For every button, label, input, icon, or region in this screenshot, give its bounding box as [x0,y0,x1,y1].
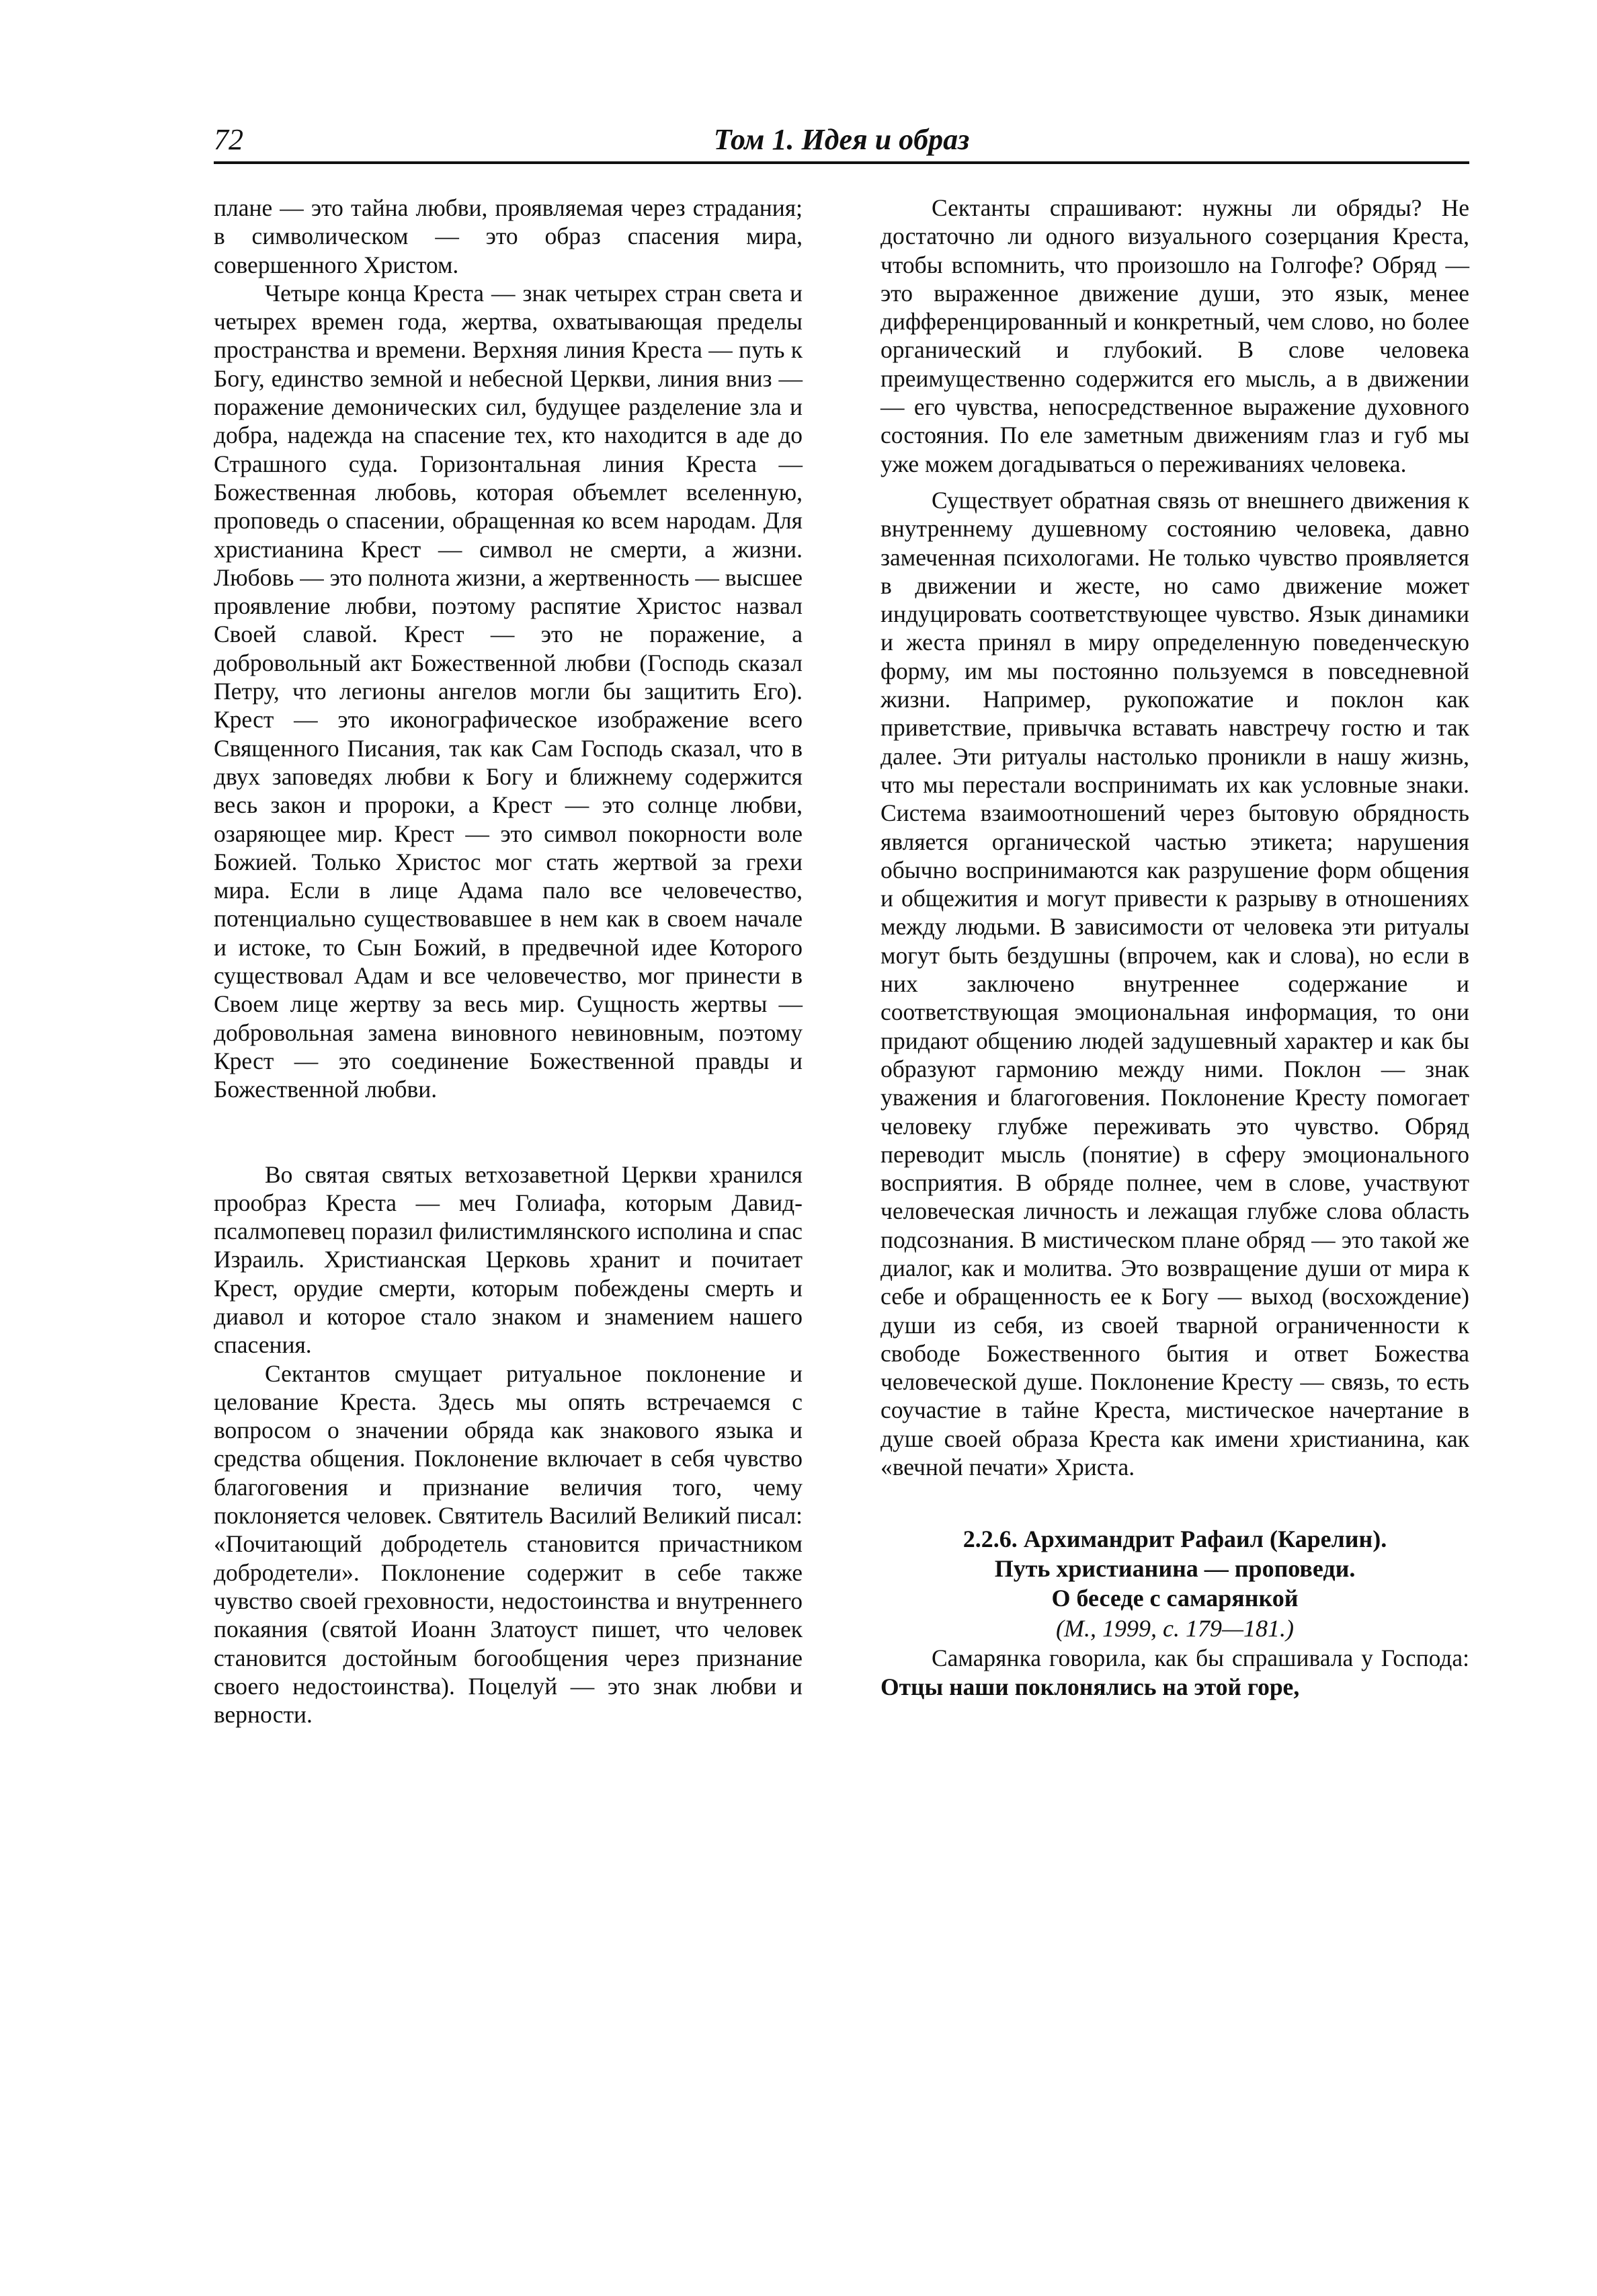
paragraph: Сектанты спрашивают: нужны ли обряды? Не достаточно ли одного визуального созерцания Креста, чтобы вспомнить, что произошло на Голгофе? Обряд — это выраженное движение души, это язык, менее дифференцированный и конкретный, чем слово, но более органический и глубокий. В слове человека преимущественно содержится его мысль, а в движении — его чувства, непосредственное выражение духовного состояния. По еле заметным движениям глаз и губ мы уже можем догадываться о переживаниях человека. [881,194,1469,477]
paragraph: Сектантов смущает ритуальное поклонение и целование Креста. Здесь мы опять встречаемся с вопросом о значении обряда как знакового языка и средства общения. Поклонение включает в себя чувство благоговения и признание величия того, чему поклоняется человек. Святитель Василий Великий писал: «Почитающий добродетель становится причастником добродетели». Поклонение содержит в себе также чувство своей греховности, недостоинства и внутреннего покаяния (святой Иоанн Златоуст пишет, что человек становится достойным богообщения через признание своего недостоинства). Поцелуй — это знак любви и верности. [214,1359,803,1729]
page-header [214,120,1469,168]
citation: (М., 1999, с. 179—181.) [1056,1615,1294,1642]
header-rule [214,161,1469,164]
paragraph: Во святая святых ветхозаветной Церкви хранился прообраз Креста — меч Голиафа, которым Давид-псалмопевец поразил филистимлянского исполина и спас Израиль. Христианская Церковь хранит и почитает Крест, орудие смерти, которым побеждены смерть и диавол и которое стало знаком и знамением нашего спасения. [214,1160,803,1359]
paragraph: плане — это тайна любви, проявляемая через страдания; в символическом — это образ спасения мира, совершенного Христом. [214,194,803,278]
section-heading-line: Путь христианина — проповеди. [994,1555,1356,1583]
section-heading-line: О беседе с самарянкой [1051,1585,1299,1612]
left-column [214,194,803,1729]
scripture-quote: Отцы наши поклонялись на этой горе, [881,1673,1300,1700]
paragraph-text: Самарянка говорила, как бы спрашивала у Господа: [932,1645,1469,1672]
paragraph [881,1644,1469,1701]
section-heading-line: 2.2.6. Архимандрит Рафаил (Карелин). [963,1526,1387,1553]
paragraph: Существует обратная связь от внешнего движения к внутреннему душевному состоянию человека, давно замеченная психологами. Не только чувство проявляется в движении и жесте, но само движение может индуцировать соответствующее чувство. Язык динамики и жеста принял в миру определенную поведенческую форму, им мы постоянно пользуемся в повседневной жизни. Например, рукопожатие и поклон как приветствие, привычка вставать навстречу гостю и так далее. Эти ритуалы настолько проникли в нашу жизнь, что мы перестали воспринимать их как условные знаки. Система взаимоотношений через бытовую обрядность является органической частью этикета; нарушения обычно воспринимаются как разрушение форм общения и общежития и могут привести к разрыву в отношениях между людьми. В зависимости от человека эти ритуалы могут быть бездушны (впрочем, как и слова), но если в них заключено внутреннее содержание и соответствующая эмоциональная информация, то они придают общению людей задушевный характер и как бы образуют гармонию между ними. Поклон — знак уважения и благоговения. Поклонение Кресту помогает человеку глубже переживать это чувство. Обряд переводит мысль (понятие) в сферу эмоционального восприятия. В обряде полнее, чем в слове, участвуют человеческая личность и лежащая глубже слова область подсознания. В мистическом плане обряд — это такой же диалог, как и молитва. Это возвращение души от мира к себе и обращенность ее к Богу — выход (восхождение) души из себя, из своей тварной ограниченности к свободе Божественного бытия и ответ Божества человеческой душе. Поклонение Кресту — связь, то есть соучастие в тайне Креста, мистическое начертание в душе своей образа Креста как имени христианина, как «вечной печати» Христа. [881,486,1469,1481]
section-heading [881,1524,1469,1613]
running-head: Том 1. Идея и образ [713,123,970,156]
page-number: 72 [214,123,243,156]
right-column [881,194,1469,1701]
paragraph: Четыре конца Креста — знак четырех стран света и четырех времен года, жертва, охватывающая пределы пространства и времени. Верхняя линия Креста — путь к Богу, единство земной и небесной Церкви, линия вниз — поражение демонических сил, будущее разделение зла и добра, надежда на спасение тех, кто находится в аде до Страшного суда. Горизонтальная линия Креста — Божественная любовь, которая объемлет вселенную, проповедь о спасении, обращенная ко всем народам. Для христианина Крест — символ не смерти, а жизни. Любовь — это полнота жизни, а жертвенность — высшее проявление любви, поэтому распятие Христос назвал Своей славой. Крест — это не поражение, а добровольный акт Божественной любви (Господь сказал Петру, что легионы ангелов могли бы защитить Его). Крест — это иконографическое изображение всего Священного Писания, так как Сам Господь сказал, что в двух заповедях любви к Богу и ближнему содержится весь закон и пророки, а Крест — это солнце любви, озаряющее мир. Крест — это символ покорности воле Божией. Только Христос мог стать жертвой за грехи мира. Если в лице Адама пало все человечество, потенциально существовавшее в нем как в своем начале и истоке, то Сын Божий, в предвечной идее Которого существовал Адам и все человечество, мог принести в Своем лице жертву за весь мир. Сущность жертвы — добровольная замена виновного невиновным, поэтому Крест — это соединение Божественной правды и Божественной любви. [214,279,803,1103]
